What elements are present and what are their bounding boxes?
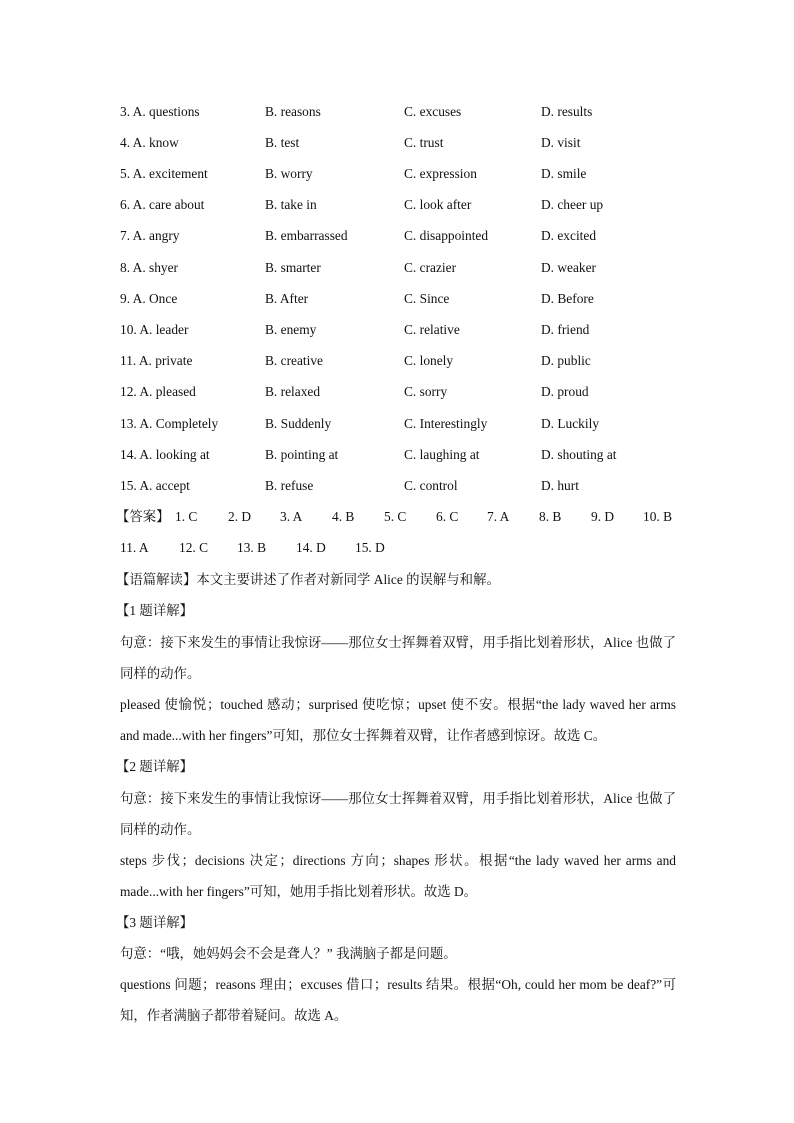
option-b: B. smarter bbox=[265, 260, 321, 275]
option-a: 14. A. looking at bbox=[120, 447, 210, 462]
passage-summary: 【语篇解读】本文主要讲述了作者对新同学 Alice 的误解与和解。 bbox=[116, 572, 500, 587]
option-d: D. results bbox=[541, 104, 593, 119]
option-d: D. shouting at bbox=[541, 447, 617, 462]
option-d: D. visit bbox=[541, 135, 581, 150]
option-d: D. hurt bbox=[541, 478, 579, 493]
option-c: C. relative bbox=[404, 322, 460, 337]
option-d: D. weaker bbox=[541, 260, 597, 275]
option-a: 13. A. Completely bbox=[120, 416, 219, 431]
option-a: 7. A. angry bbox=[120, 228, 180, 243]
option-d: D. excited bbox=[541, 228, 597, 243]
option-a: 5. A. excitement bbox=[120, 166, 208, 181]
option-d: D. Before bbox=[541, 291, 594, 306]
options-row bbox=[120, 320, 680, 340]
option-b: B. Suddenly bbox=[265, 416, 332, 431]
options-row bbox=[120, 289, 680, 309]
options-row bbox=[120, 445, 680, 465]
option-c: C. excuses bbox=[404, 104, 462, 119]
options-row bbox=[120, 382, 680, 402]
option-b: B. enemy bbox=[265, 322, 317, 337]
option-c: C. disappointed bbox=[404, 228, 489, 243]
options-row bbox=[120, 102, 680, 122]
option-b: B. After bbox=[265, 291, 309, 306]
answer-item: 9. D bbox=[591, 509, 615, 524]
option-d: D. friend bbox=[541, 322, 590, 337]
detail-explanation: questions 问题；reasons 理由；excuses 借口；results 结果。根据“Oh, could her mom be deaf?”可知，作者满脑子都带着疑问。故选 A。 bbox=[120, 977, 676, 1023]
answer-item: 3. A bbox=[280, 509, 303, 524]
options-row bbox=[120, 164, 680, 184]
options-row bbox=[120, 195, 680, 215]
option-a: 10. A. leader bbox=[120, 322, 189, 337]
answer-item: 1. C bbox=[175, 509, 198, 524]
answer-item: 7. A bbox=[487, 509, 510, 524]
detail-heading: 【3 题详解】 bbox=[116, 915, 193, 930]
option-c: C. look after bbox=[404, 197, 472, 212]
option-b: B. relaxed bbox=[265, 384, 321, 399]
option-a: 9. A. Once bbox=[120, 291, 178, 306]
answer-key-line-1 bbox=[116, 507, 676, 527]
answer-item: 15. D bbox=[355, 540, 385, 555]
answer-item: 11. A bbox=[120, 540, 149, 555]
answer-item: 14. D bbox=[296, 540, 326, 555]
option-a: 11. A. private bbox=[120, 353, 193, 368]
options-row bbox=[120, 133, 680, 153]
option-a: 8. A. shyer bbox=[120, 260, 179, 275]
option-a: 4. A. know bbox=[120, 135, 179, 150]
option-b: B. refuse bbox=[265, 478, 314, 493]
option-c: C. crazier bbox=[404, 260, 457, 275]
option-d: D. cheer up bbox=[541, 197, 604, 212]
option-b: B. pointing at bbox=[265, 447, 339, 462]
answer-key-line-2 bbox=[120, 538, 680, 558]
answer-item: 12. C bbox=[179, 540, 209, 555]
option-c: C. control bbox=[404, 478, 458, 493]
option-a: 12. A. pleased bbox=[120, 384, 196, 399]
option-b: B. take in bbox=[265, 197, 317, 212]
answer-label: 【答案】 bbox=[116, 509, 170, 524]
options-row bbox=[120, 258, 680, 278]
option-c: C. laughing at bbox=[404, 447, 480, 462]
options-row bbox=[120, 351, 680, 371]
answer-item: 13. B bbox=[237, 540, 267, 555]
answer-item: 5. C bbox=[384, 509, 407, 524]
option-c: C. expression bbox=[404, 166, 477, 181]
option-d: D. public bbox=[541, 353, 591, 368]
option-c: C. lonely bbox=[404, 353, 454, 368]
option-c: C. trust bbox=[404, 135, 444, 150]
options-row bbox=[120, 226, 680, 246]
detail-explanation: pleased 使愉悦；touched 感动；surprised 使吃惊；upset 使不安。根据“the lady waved her arms and made...with her fingers”可知，那位女士挥舞着双臂，让作者感到惊讶。故选 C。 bbox=[120, 697, 676, 743]
detail-heading: 【1 题详解】 bbox=[116, 603, 193, 618]
option-c: C. sorry bbox=[404, 384, 448, 399]
option-b: B. test bbox=[265, 135, 300, 150]
answer-item: 6. C bbox=[436, 509, 459, 524]
option-b: B. reasons bbox=[265, 104, 321, 119]
option-d: D. smile bbox=[541, 166, 587, 181]
detail-meaning: 句意：接下来发生的事情让我惊讶——那位女士挥舞着双臂，用手指比划着形状，Alice 也做了同样的动作。 bbox=[120, 635, 676, 681]
option-b: B. embarrassed bbox=[265, 228, 348, 243]
option-a: 6. A. care about bbox=[120, 197, 205, 212]
option-a: 15. A. accept bbox=[120, 478, 190, 493]
options-row bbox=[120, 414, 680, 434]
detail-heading: 【2 题详解】 bbox=[116, 759, 193, 774]
option-a: 3. A. questions bbox=[120, 104, 200, 119]
option-d: D. Luckily bbox=[541, 416, 600, 431]
options-row bbox=[120, 476, 680, 496]
answer-item: 8. B bbox=[539, 509, 562, 524]
option-b: B. creative bbox=[265, 353, 323, 368]
option-c: C. Since bbox=[404, 291, 450, 306]
detail-meaning: 句意：“哦，她妈妈会不会是聋人？” 我满脑子都是问题。 bbox=[120, 946, 457, 961]
answer-item: 10. B bbox=[643, 509, 673, 524]
option-b: B. worry bbox=[265, 166, 313, 181]
answer-item: 4. B bbox=[332, 509, 355, 524]
option-d: D. proud bbox=[541, 384, 589, 399]
answer-item: 2. D bbox=[228, 509, 252, 524]
option-c: C. Interestingly bbox=[404, 416, 488, 431]
detail-meaning: 句意：接下来发生的事情让我惊讶——那位女士挥舞着双臂，用手指比划着形状，Alice 也做了同样的动作。 bbox=[120, 791, 676, 837]
detail-explanation: steps 步伐；decisions 决定；directions 方向；shapes 形状。根据“the lady waved her arms and made...with her fingers”可知，她用手指比划着形状。故选 D。 bbox=[120, 853, 676, 899]
